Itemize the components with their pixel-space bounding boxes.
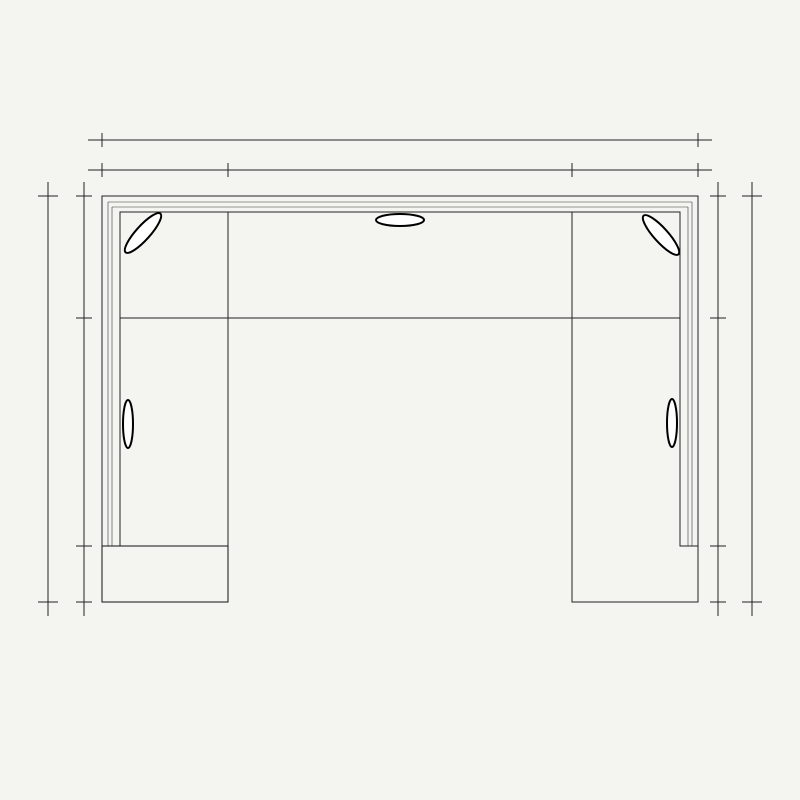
module-corner-left	[120, 212, 228, 318]
dimension-right-total	[742, 182, 762, 616]
module-left-side	[120, 318, 228, 546]
dimension-left-total	[38, 182, 58, 616]
backrest	[102, 196, 698, 546]
backrest-outline	[102, 196, 698, 546]
terminal-block	[102, 546, 228, 602]
dimension-left-segments	[76, 182, 92, 616]
cushion-right-side	[667, 399, 677, 447]
module-meridienne	[572, 318, 698, 602]
cushion-corner-right	[638, 211, 683, 259]
dimension-top-segments	[88, 163, 712, 177]
dimension-top-total	[88, 133, 712, 147]
cushion-top-middle	[376, 214, 424, 226]
dimension-right-segments	[710, 182, 726, 616]
cushion-left-side	[123, 400, 133, 448]
cushion-corner-left	[120, 209, 165, 257]
module-top-middle	[228, 212, 572, 318]
